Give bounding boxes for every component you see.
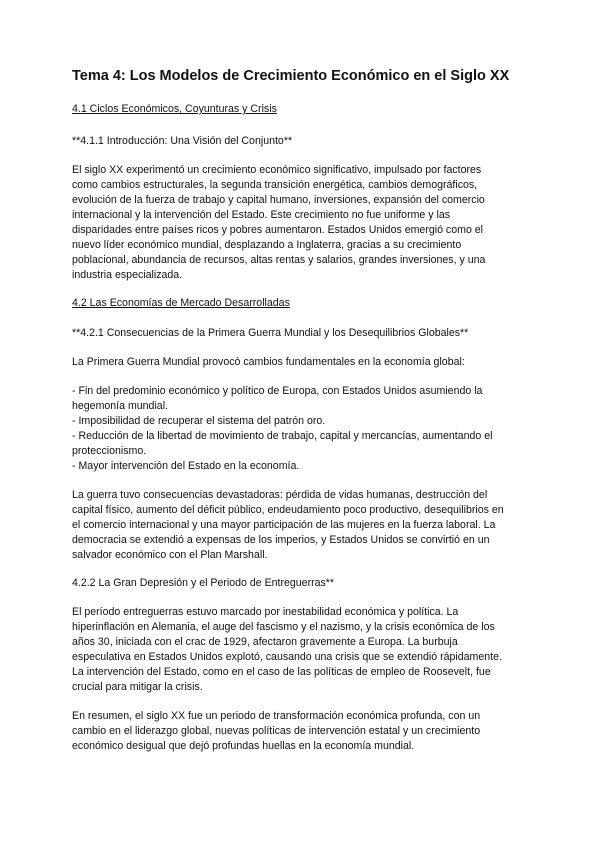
text-line: La guerra tuvo consecuencias devastadoras: pérdida de vidas humanas, destrucción del (72, 489, 488, 501)
text-line: El período entreguerras estuvo marcado por inestabilidad económica y política. La (72, 606, 459, 618)
text-line: crucial para mitigar la crisis. (72, 681, 203, 693)
subsection-heading-4-2-1: **4.2.1 Consecuencias de la Primera Guerra Mundial y los Desequilibrios Globales** (72, 327, 469, 339)
list-item: - Mayor intervención del Estado en la economía. (72, 460, 300, 472)
subsection-heading-4-1-1: **4.1.1 Introducción: Una Visión del Conjunto** (72, 135, 293, 147)
text-line: salvador económico con el Plan Marshall. (72, 549, 268, 561)
text-line: el comercio internacional y una mayor participación de las mujeres en la fuerza laboral. La (72, 519, 496, 531)
ww1-intro-line: La Primera Guerra Mundial provocó cambios fundamentales en la economía global: (72, 356, 465, 368)
text-line: cambio en el liderazgo global, nuevas políticas de intervención estatal y un crecimiento (72, 725, 481, 737)
list-item: - Imposibilidad de recuperar el sistema del patrón oro. (72, 415, 326, 427)
text-line: El siglo XX experimentó un crecimiento económico significativo, impulsado por factores (72, 164, 482, 176)
text-line: evolución de la fuerza de trabajo y capital humano, inversiones, expansión del comercio (72, 194, 485, 206)
subsection-heading-4-2-2: 4.2.2 La Gran Depresión y el Periodo de Entreguerras** (72, 577, 335, 589)
text-line: como cambios estructurales, la segunda transición energética, cambios demográficos, (72, 179, 478, 191)
text-line: En resumen, el siglo XX fue un periodo de transformación económica profunda, con un (72, 710, 481, 722)
section-heading-4-2: 4.2 Las Economías de Mercado Desarrolladas (72, 297, 290, 309)
text-line: La intervención del Estado, como en el caso de las políticas de empleo de Roosevelt, fue (72, 666, 491, 678)
text-line: industria especializada. (72, 269, 183, 281)
section-heading-4-1: 4.1 Ciclos Económicos, Coyunturas y Crisis (72, 103, 277, 115)
text-line: económico desigual que dejó profundas huellas en la economía mundial. (72, 740, 415, 752)
text-line: democracia se extendió a expensas de los imperios, y Estados Unidos se convirtió en un (72, 534, 490, 546)
list-item: - Fin del predominio económico y político de Europa, con Estados Unidos asumiendo la (72, 385, 483, 397)
text-line: internacional y la intervención del Estado. Este crecimiento no fue uniforme y las (72, 209, 451, 221)
page-title: Tema 4: Los Modelos de Crecimiento Económico en el Siglo XX (72, 68, 510, 84)
text-line: nuevo líder económico mundial, desplazando a Inglaterra, gracias a su crecimiento (72, 239, 462, 251)
text-line: disparidades entre países ricos y pobres aumentaron. Estados Unidos emergió como el (72, 224, 484, 236)
text-line: años 30, iniciada con el crac de 1929, afectaron gravemente a Europa. La burbuja (72, 636, 458, 648)
text-line: especulativa en Estados Unidos explotó, causando una crisis que se extendió rápidamente. (72, 651, 502, 663)
text-line: hiperinflación en Alemania, el auge del fascismo y el nazismo, y la crisis económica de los (72, 621, 495, 633)
list-item: proteccionismo. (72, 445, 147, 457)
text-line: poblacional, abundancia de recursos, altas rentas y salarios, grandes inversiones, y una (72, 254, 486, 266)
text-line: capital físico, aumento del déficit público, endeudamiento poco productivo, desequilibrios en (72, 504, 504, 516)
list-item: - Reducción de la libertad de movimiento de trabajo, capital y mercancías, aumentando el (72, 430, 493, 442)
list-item: hegemonía mundial. (72, 400, 168, 412)
